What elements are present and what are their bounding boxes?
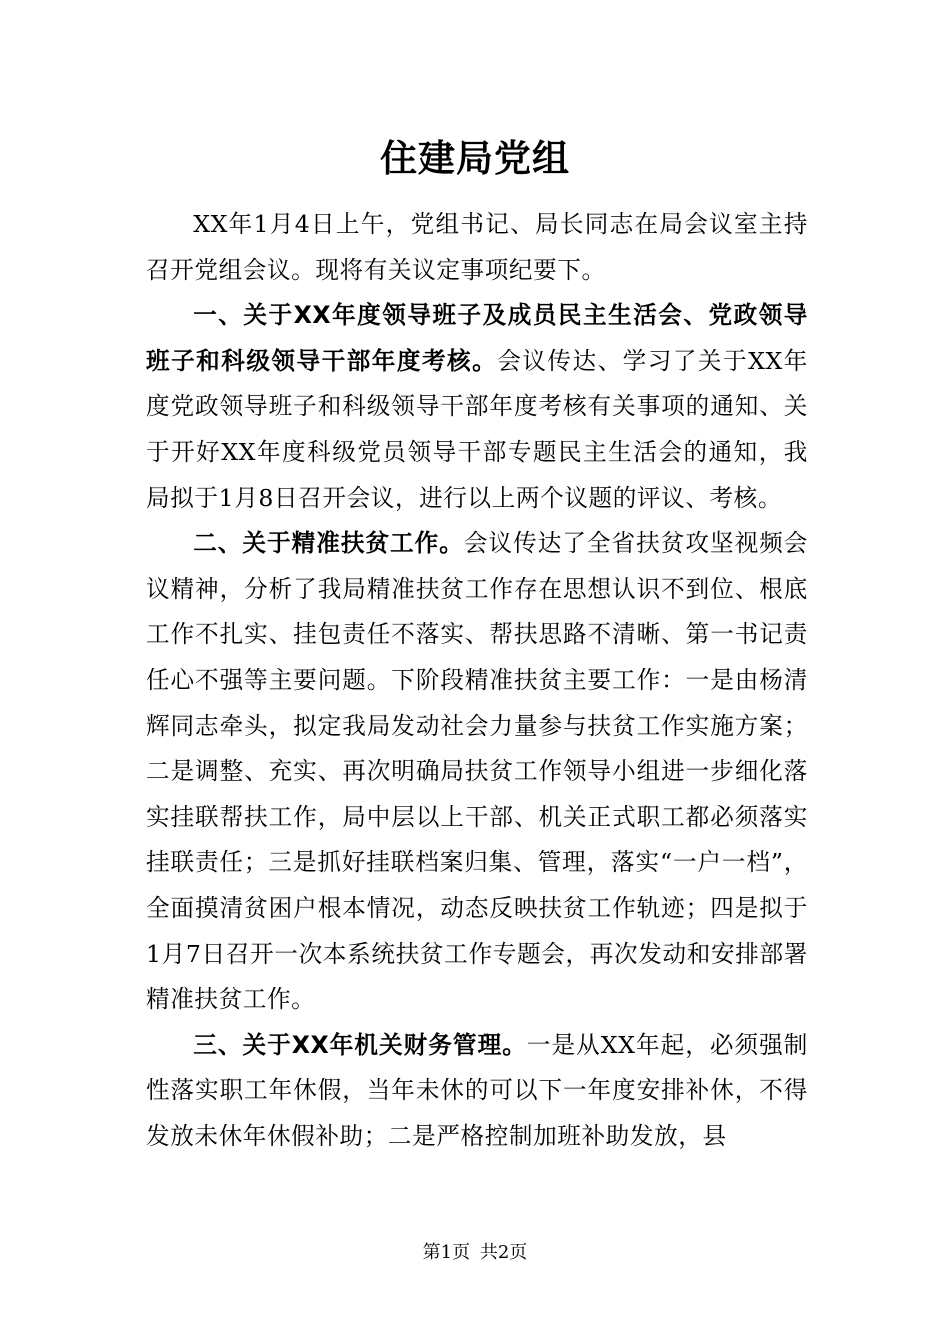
section-paragraph-2 (146, 521, 808, 1023)
page-footer (0, 1240, 950, 1266)
section-heading-1: 一、关于XX年度领导班子及成员民主生活会、党政领导班子和科级领导干部年度考核。 (146, 301, 808, 375)
section-body-2: 会议传达了全省扶贫攻坚视频会议精神，分析了我局精准扶贫工作存在思想认识不到位、根底工作不扎实、挂包责任不落实、帮扶思路不清晰、第一书记责任心不强等主要问题。下阶段精准扶贫主要工作：一是由杨清辉同志牵头，拟定我局发动社会力量参与扶贫工作实施方案；二是调整、充实、再次明确局扶贫工作领导小组进一步细化落实挂联帮扶工作，局中层以上干部、机关正式职工都必须落实挂联责任；三是抓好挂联档案归集、管理，落实“一户一档”，全面摸清贫困户根本情况，动态反映扶贫工作轨迹；四是拟于1月7日召开一次本系统扶贫工作专题会，再次发动和安排部署精准扶贫工作。 (146, 529, 808, 1014)
section-body-1: 会议传达、学习了关于XX年度党政领导班子和科级领导干部年度考核有关事项的通知、关于开好XX年度科级党员领导干部专题民主生活会的通知，我局拟于1月8日召开会议，进行以上两个议题的评议、考核。 (146, 346, 808, 512)
section-paragraph-3 (146, 1023, 808, 1160)
document-title: 住建局党组 (380, 136, 570, 180)
section-paragraph-1 (146, 293, 808, 521)
section-heading-3: 三、关于XX年机关财务管理。 (193, 1030, 527, 1059)
section-heading-2: 二、关于精准扶贫工作。 (193, 529, 464, 558)
intro-paragraph: XX年1月4日上午，党组书记、局长同志在局会议室主持召开党组会议。现将有关议定事项纪要下。 (146, 210, 808, 284)
page-number-current: 第1页 (422, 1242, 471, 1263)
section-body-3: 一是从XX年起，必须强制性落实职工年休假，当年未休的可以下一年度安排补休，不得发放未休年休假补助；二是严格控制加班补助发放，县 (146, 1030, 808, 1150)
page-number-total: 共2页 (479, 1242, 528, 1263)
document-body (146, 202, 808, 1159)
